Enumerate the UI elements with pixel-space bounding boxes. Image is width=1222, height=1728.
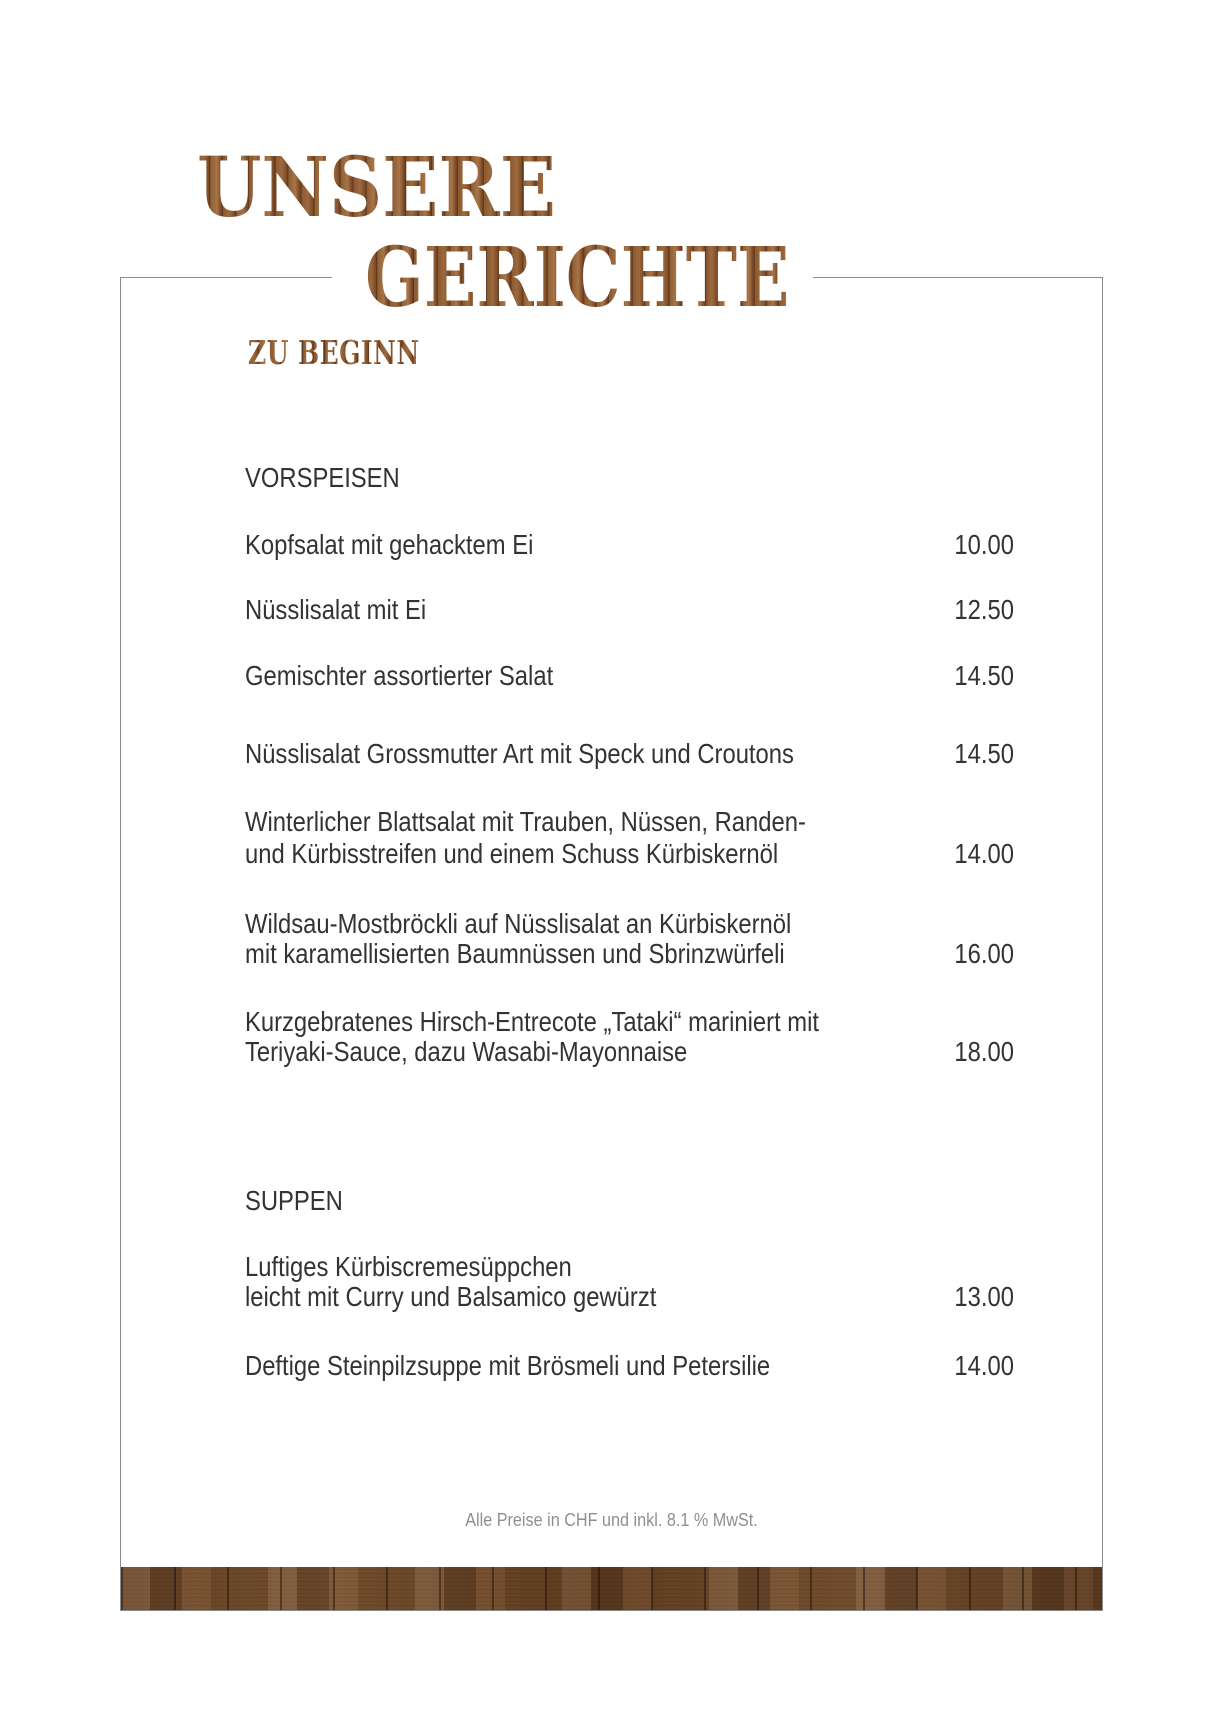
- menu-item-line: und Kürbisstreifen und einem Schuss Kürbiskernöl: [245, 838, 779, 869]
- menu-item-line: Nüsslisalat mit Ei: [245, 594, 427, 625]
- item-price: 18.00: [954, 1036, 1014, 1067]
- menu-item-line: Kopfsalat mit gehacktem Ei: [245, 529, 534, 560]
- wood-plank-strip: [121, 1567, 1102, 1610]
- menu-item-line: Wildsau-Mostbröckli auf Nüsslisalat an Kürbiskernöl: [245, 908, 792, 939]
- footer-note: Alle Preise in CHF und inkl. 8.1 % MwSt.: [465, 1510, 758, 1530]
- item-price: 12.50: [954, 594, 1014, 625]
- menu-item-line: Gemischter assortierter Salat: [245, 660, 554, 691]
- page-title-line1: UNSERE: [197, 140, 556, 236]
- page-title-line2: GERICHTE: [365, 230, 790, 326]
- menu-item-line: Teriyaki-Sauce, dazu Wasabi-Mayonnaise: [245, 1036, 688, 1067]
- item-price: 14.00: [954, 838, 1014, 869]
- section-header-vorspeisen: VORSPEISEN: [245, 462, 400, 493]
- item-price: 13.00: [954, 1281, 1014, 1312]
- item-price: 10.00: [954, 529, 1014, 560]
- menu-item-line: Kurzgebratenes Hirsch-Entrecote „Tataki“ mariniert mit: [245, 1006, 820, 1037]
- menu-item-line: Deftige Steinpilzsuppe mit Brösmeli und Petersilie: [245, 1350, 771, 1381]
- menu-item-line: leicht mit Curry und Balsamico gewürzt: [245, 1281, 657, 1312]
- item-price: 14.50: [954, 660, 1014, 691]
- menu-item-line: mit karamellisierten Baumnüssen und Sbrinzwürfeli: [245, 938, 785, 969]
- item-price: 14.00: [954, 1350, 1014, 1381]
- menu-item-line: Luftiges Kürbiscremesüppchen: [245, 1251, 572, 1282]
- item-price: 14.50: [954, 738, 1014, 769]
- item-price: 16.00: [954, 938, 1014, 969]
- section-header-suppen: SUPPEN: [245, 1185, 343, 1216]
- menu-item-line: Nüsslisalat Grossmutter Art mit Speck und Croutons: [245, 738, 794, 769]
- menu-item-line: Winterlicher Blattsalat mit Trauben, Nüssen, Randen-: [245, 806, 806, 837]
- menu-subtitle: ZU BEGINN: [248, 333, 420, 372]
